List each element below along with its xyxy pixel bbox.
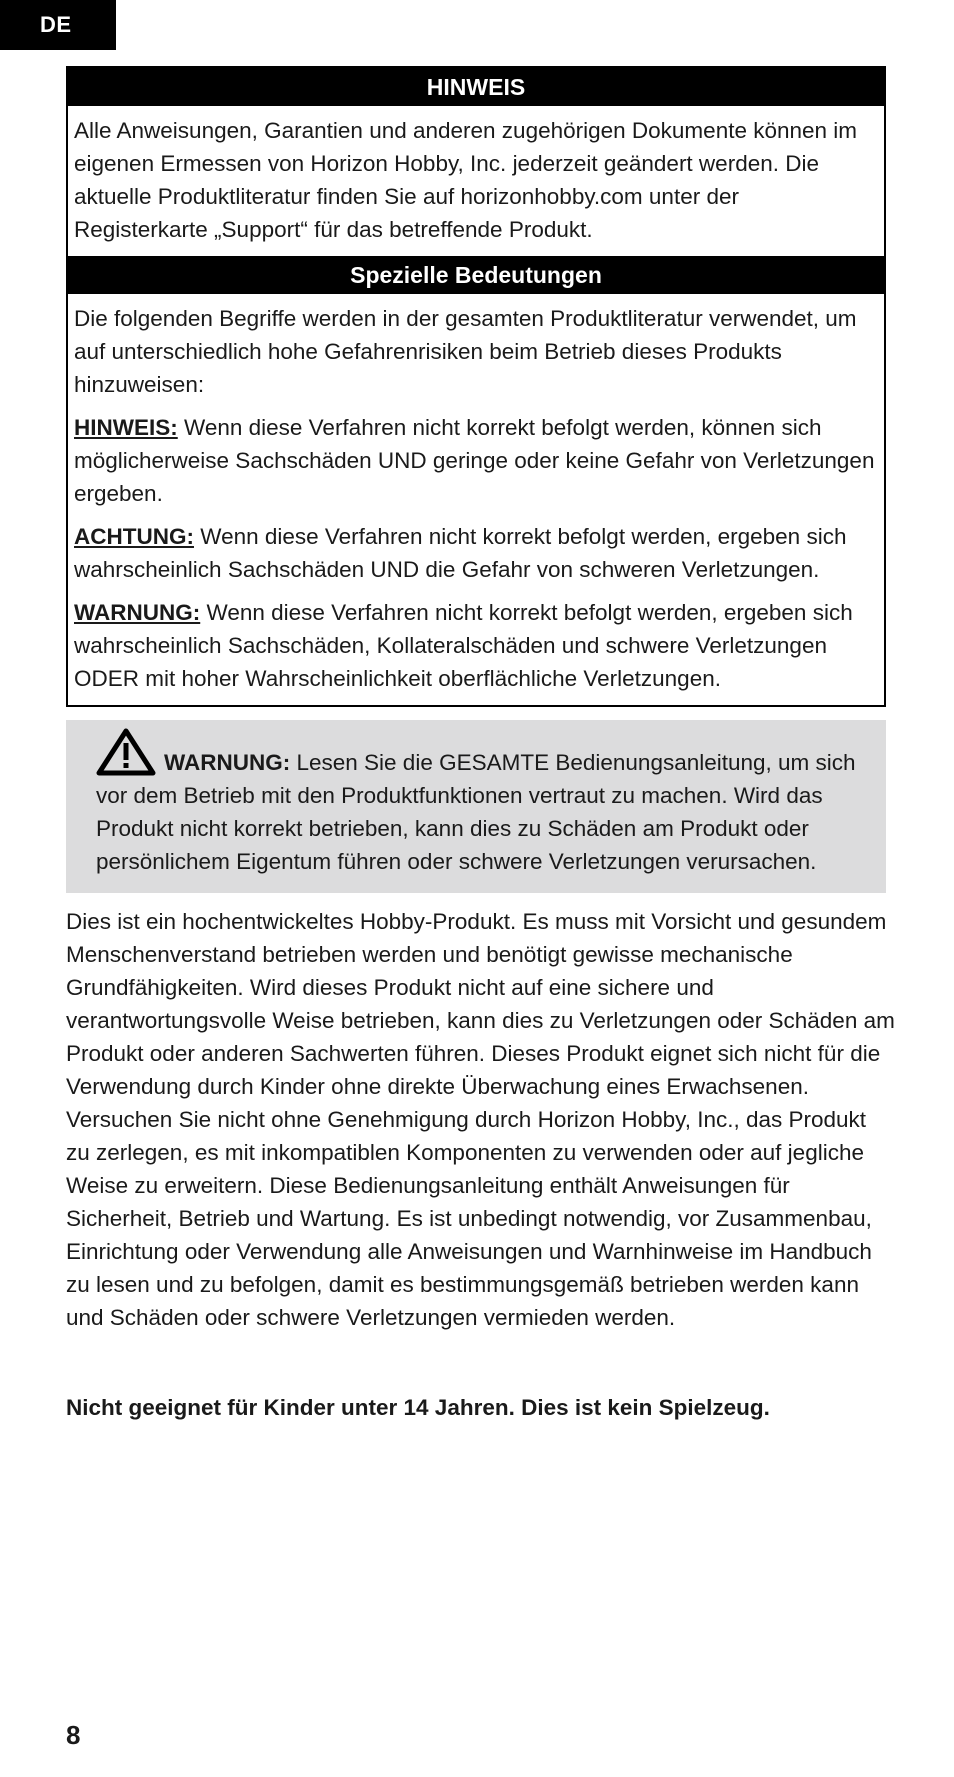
special-meanings-body <box>68 294 884 705</box>
warning-triangle-icon <box>96 728 156 776</box>
notice-header: HINWEIS <box>68 68 884 106</box>
term-label: ACHTUNG: <box>74 524 194 549</box>
language-tab: DE <box>0 0 116 50</box>
warning-panel <box>66 720 886 893</box>
term-label: WARNUNG: <box>74 600 201 625</box>
body-paragraph: Dies ist ein hochentwickeltes Hobby-Produkt. Es muss mit Vorsicht und gesundem Menschenverstand betrieben werden und benötigt gewisse mechanische Grundfähigkeiten. Wird dieses Produkt nicht auf eine sichere und verantwortungsvolle Weise betrieben, kann dies zu Verletzungen oder Schäden am Produkt oder anderen Sachwerten führen. Dieses Produkt eignet sich nicht für die Verwendung durch Kinder ohne direkte Überwachung eines Erwachsenen. Versuchen Sie nicht ohne Genehmigung durch Horizon Hobby, Inc., das Produkt zu zerlegen, es mit inkompatiblen Komponenten zu verwenden oder auf jegliche Weise zu erweitern. Diese Bedienungsanleitung enthält Anweisungen für Sicherheit, Betrieb und Wartung. Es ist unbedingt notwendig, vor Zusammenbau, Einrichtung oder Verwendung alle Anweisungen und Warnhinweise im Handbuch zu lesen und zu befolgen, damit es bestimmungsgemäß betrieben werden kann und Schäden oder schwere Verletzungen vermieden werden. <box>66 909 895 1330</box>
notice-body <box>68 106 884 256</box>
warning-text: Lesen Sie die GESAMTE Bedienungsanleitung, um sich vor dem Betrieb mit den Produktfunktionen vertraut zu machen. Wird das Produkt nicht korrekt betrieben, kann dies zu Schäden am Produkt oder persönlichem Eigentum führen oder schwere Verletzungen verursachen. <box>96 750 856 874</box>
special-meanings-intro: Die folgenden Begriffe werden in der gesamten Produktliteratur verwendet, um auf unterschiedlich hohe Gefahrenrisiken beim Betrieb dieses Produkts hinzuweisen: <box>74 306 857 397</box>
notice-text: Alle Anweisungen, Garantien und anderen zugehörigen Dokumente können im eigenen Ermessen von Horizon Hobby, Inc. jederzeit geändert werden. Die aktuelle Produktliteratur finden Sie auf horizonhobby.com unter der Registerkarte „Support“ für das betreffende Produkt. <box>74 118 858 242</box>
term-label: HINWEIS: <box>74 415 178 440</box>
term-achtung <box>74 520 876 586</box>
term-warnung <box>74 596 876 695</box>
term-hinweis <box>74 411 876 510</box>
warning-label: WARNUNG: <box>164 750 291 775</box>
term-text: Wenn diese Verfahren nicht korrekt befolgt werden, können sich möglicherweise Sachschäden UND geringe oder keine Gefahr von Verletzungen ergeben. <box>74 415 875 506</box>
term-text: Wenn diese Verfahren nicht korrekt befolgt werden, ergeben sich wahrscheinlich Sachschäden, Kollateralschäden und schwere Verletzungen ODER mit hoher Wahrscheinlichkeit oberflächliche Verletzungen. <box>74 600 853 691</box>
page-number: 8 <box>66 1720 81 1750</box>
age-note: Nicht geeignet für Kinder unter 14 Jahren. Dies ist kein Spielzeug. <box>66 1395 770 1420</box>
special-meanings-header: Spezielle Bedeutungen <box>68 256 884 294</box>
term-text: Wenn diese Verfahren nicht korrekt befolgt werden, ergeben sich wahrscheinlich Sachschäden UND die Gefahr von schweren Verletzungen. <box>74 524 847 582</box>
notice-box <box>66 66 886 707</box>
